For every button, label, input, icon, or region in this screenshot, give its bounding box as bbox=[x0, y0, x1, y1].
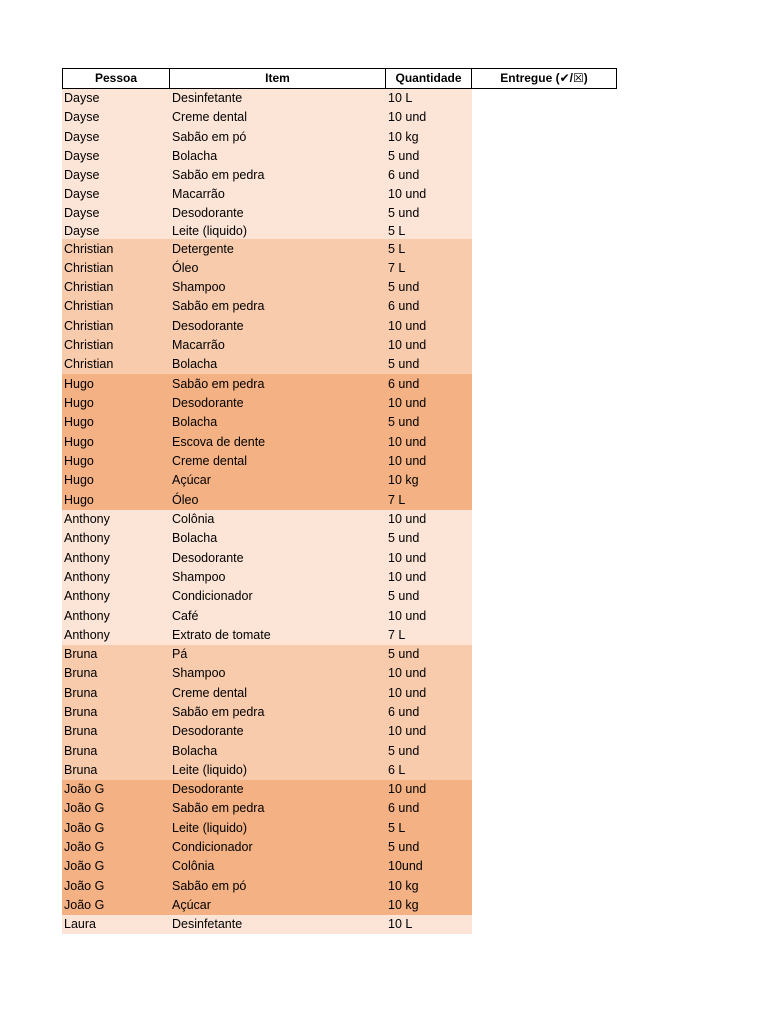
cell-pessoa[interactable]: Dayse bbox=[64, 168, 100, 182]
cell-pessoa[interactable]: Bruna bbox=[64, 686, 98, 700]
table-row bbox=[62, 857, 472, 876]
table-row bbox=[62, 297, 472, 316]
cell-pessoa[interactable]: Hugo bbox=[64, 493, 94, 507]
cell-pessoa[interactable]: Christian bbox=[64, 242, 114, 256]
cell-pessoa[interactable]: Christian bbox=[64, 357, 114, 371]
table-row bbox=[62, 471, 472, 490]
cell-pessoa[interactable]: Hugo bbox=[64, 377, 94, 391]
cell-item[interactable]: Condicionador bbox=[172, 589, 253, 603]
cell-quantidade[interactable]: 5 und bbox=[388, 744, 420, 758]
cell-quantidade[interactable]: 10 und bbox=[388, 551, 427, 565]
table-row bbox=[62, 915, 472, 934]
cell-item[interactable]: Sabão em pedra bbox=[172, 299, 265, 313]
table-row bbox=[62, 394, 472, 413]
cell-pessoa[interactable]: Bruna bbox=[64, 763, 98, 777]
cell-quantidade[interactable]: 5 und bbox=[388, 415, 420, 429]
table-row bbox=[62, 452, 472, 471]
cell-item[interactable]: Óleo bbox=[172, 493, 199, 507]
cell-quantidade[interactable]: 6 und bbox=[388, 168, 420, 182]
cell-item[interactable]: Desodorante bbox=[172, 319, 244, 333]
table-row bbox=[62, 259, 472, 278]
cell-item[interactable]: Creme dental bbox=[172, 686, 248, 700]
spreadsheet-table bbox=[62, 68, 617, 934]
cell-item[interactable]: Leite (liquido) bbox=[172, 224, 248, 238]
cell-item[interactable]: Desodorante bbox=[172, 206, 244, 220]
cell-item[interactable]: Desinfetante bbox=[172, 917, 243, 931]
cell-item[interactable]: Shampoo bbox=[172, 570, 226, 584]
cell-quantidade[interactable]: 5 L bbox=[388, 242, 406, 256]
cell-pessoa[interactable]: Dayse bbox=[64, 110, 100, 124]
cell-pessoa[interactable]: Anthony bbox=[64, 628, 110, 642]
table-row bbox=[62, 722, 472, 741]
cell-quantidade[interactable]: 10 und bbox=[388, 319, 427, 333]
cell-quantidade[interactable]: 5 L bbox=[388, 224, 406, 238]
cell-pessoa[interactable]: Dayse bbox=[64, 187, 100, 201]
table-row bbox=[62, 548, 472, 568]
cell-quantidade[interactable]: 5 und bbox=[388, 206, 420, 220]
table-row bbox=[62, 568, 472, 587]
cell-item[interactable]: Desinfetante bbox=[172, 91, 243, 105]
cell-quantidade[interactable]: 10 und bbox=[388, 782, 427, 796]
cell-pessoa[interactable]: João G bbox=[64, 840, 105, 854]
table-row bbox=[62, 683, 472, 703]
table-row bbox=[62, 896, 472, 915]
cell-item[interactable]: Desodorante bbox=[172, 551, 244, 565]
table-row bbox=[62, 108, 472, 127]
table-row bbox=[62, 529, 472, 548]
cell-quantidade[interactable]: 10 L bbox=[388, 91, 413, 105]
cell-pessoa[interactable]: Dayse bbox=[64, 130, 100, 144]
cell-item[interactable]: Bolacha bbox=[172, 357, 218, 371]
cell-item[interactable]: Desodorante bbox=[172, 782, 244, 796]
cell-quantidade[interactable]: 5 und bbox=[388, 280, 420, 294]
header-pessoa[interactable]: Pessoa bbox=[62, 68, 170, 89]
table-row bbox=[62, 761, 472, 780]
cell-pessoa[interactable]: Christian bbox=[64, 299, 114, 313]
cell-item[interactable]: Açúcar bbox=[172, 473, 211, 487]
cell-pessoa[interactable]: João G bbox=[64, 821, 105, 835]
cell-quantidade[interactable]: 10 L bbox=[388, 917, 413, 931]
cell-quantidade[interactable]: 5 und bbox=[388, 840, 420, 854]
cell-quantidade[interactable]: 10und bbox=[388, 859, 423, 873]
cell-pessoa[interactable]: Dayse bbox=[64, 91, 100, 105]
table-row bbox=[62, 239, 472, 259]
cell-pessoa[interactable]: Hugo bbox=[64, 454, 94, 468]
cell-pessoa[interactable]: Dayse bbox=[64, 206, 100, 220]
cell-quantidade[interactable]: 5 und bbox=[388, 531, 420, 545]
cell-quantidade[interactable]: 5 und bbox=[388, 589, 420, 603]
table-row bbox=[62, 89, 472, 108]
cell-pessoa[interactable]: Christian bbox=[64, 261, 114, 275]
cell-item[interactable]: Shampoo bbox=[172, 666, 226, 680]
table-row bbox=[62, 645, 472, 664]
table-row bbox=[62, 490, 472, 510]
cell-quantidade[interactable]: 10 und bbox=[388, 435, 427, 449]
cell-pessoa[interactable]: João G bbox=[64, 859, 105, 873]
table-row bbox=[62, 703, 472, 722]
cell-quantidade[interactable]: 5 L bbox=[388, 821, 406, 835]
table-row bbox=[62, 166, 472, 185]
table-row bbox=[62, 413, 472, 432]
header-entregue[interactable]: Entregue (✔/☒) bbox=[472, 68, 617, 89]
cell-pessoa[interactable]: João G bbox=[64, 879, 105, 893]
cell-item[interactable]: Bolacha bbox=[172, 415, 218, 429]
cell-item[interactable]: Leite (liquido) bbox=[172, 763, 248, 777]
cell-item[interactable]: Sabão em pedra bbox=[172, 168, 265, 182]
table-row bbox=[62, 838, 472, 857]
cell-pessoa[interactable]: Bruna bbox=[64, 666, 98, 680]
table-row bbox=[62, 223, 472, 239]
cell-item[interactable]: Sabão em pedra bbox=[172, 377, 265, 391]
header-item[interactable]: Item bbox=[170, 68, 386, 89]
cell-item[interactable]: Detergente bbox=[172, 242, 234, 256]
cell-item[interactable]: Sabão em pó bbox=[172, 130, 247, 144]
table-row bbox=[62, 626, 472, 645]
table-row bbox=[62, 664, 472, 683]
table-row bbox=[62, 510, 472, 529]
cell-pessoa[interactable]: Hugo bbox=[64, 435, 94, 449]
cell-quantidade[interactable]: 10 kg bbox=[388, 879, 419, 893]
cell-item[interactable]: Óleo bbox=[172, 261, 199, 275]
cell-quantidade[interactable]: 7 L bbox=[388, 628, 406, 642]
cell-quantidade[interactable]: 10 und bbox=[388, 570, 427, 584]
table-row bbox=[62, 374, 472, 394]
cell-pessoa[interactable]: Hugo bbox=[64, 396, 94, 410]
cell-quantidade[interactable]: 10 kg bbox=[388, 473, 419, 487]
table-row bbox=[62, 127, 472, 147]
cell-item[interactable]: Sabão em pó bbox=[172, 879, 247, 893]
table-row bbox=[62, 355, 472, 374]
cell-item[interactable]: Sabão em pedra bbox=[172, 705, 265, 719]
table-row bbox=[62, 204, 472, 223]
cell-pessoa[interactable]: Anthony bbox=[64, 551, 110, 565]
cell-pessoa[interactable]: Anthony bbox=[64, 512, 110, 526]
table-row bbox=[62, 799, 472, 818]
cell-pessoa[interactable]: Bruna bbox=[64, 724, 98, 738]
table-row bbox=[62, 741, 472, 761]
cell-quantidade[interactable]: 10 und bbox=[388, 110, 427, 124]
table-body bbox=[62, 89, 472, 934]
cell-item[interactable]: Açúcar bbox=[172, 898, 211, 912]
table-row bbox=[62, 336, 472, 355]
cell-quantidade[interactable]: 10 und bbox=[388, 454, 427, 468]
cell-pessoa[interactable]: Hugo bbox=[64, 473, 94, 487]
cell-quantidade[interactable]: 6 L bbox=[388, 763, 406, 777]
cell-item[interactable]: Creme dental bbox=[172, 454, 248, 468]
cell-quantidade[interactable]: 7 L bbox=[388, 261, 406, 275]
cell-quantidade[interactable]: 6 und bbox=[388, 377, 420, 391]
cell-pessoa[interactable]: Anthony bbox=[64, 589, 110, 603]
cell-pessoa[interactable]: Bruna bbox=[64, 744, 98, 758]
header-row bbox=[62, 68, 617, 89]
cell-item[interactable]: Creme dental bbox=[172, 110, 248, 124]
table-row bbox=[62, 432, 472, 452]
header-quantidade[interactable]: Quantidade bbox=[386, 68, 472, 89]
cell-pessoa[interactable]: Christian bbox=[64, 319, 114, 333]
cell-quantidade[interactable]: 10 kg bbox=[388, 898, 419, 912]
cell-item[interactable]: Leite (liquido) bbox=[172, 821, 248, 835]
cell-pessoa[interactable]: João G bbox=[64, 898, 105, 912]
cell-pessoa[interactable]: Dayse bbox=[64, 224, 100, 238]
cell-quantidade[interactable]: 10 und bbox=[388, 512, 427, 526]
cell-item[interactable]: Shampoo bbox=[172, 280, 226, 294]
cell-item[interactable]: Escova de dente bbox=[172, 435, 266, 449]
table-row bbox=[62, 876, 472, 896]
cell-quantidade[interactable]: 5 und bbox=[388, 357, 420, 371]
cell-pessoa[interactable]: Anthony bbox=[64, 531, 110, 545]
cell-quantidade[interactable]: 10 und bbox=[388, 338, 427, 352]
cell-quantidade[interactable]: 10 kg bbox=[388, 130, 419, 144]
cell-quantidade[interactable]: 10 und bbox=[388, 666, 427, 680]
cell-item[interactable]: Bolacha bbox=[172, 149, 218, 163]
cell-quantidade[interactable]: 5 und bbox=[388, 149, 420, 163]
cell-quantidade[interactable]: 10 und bbox=[388, 686, 427, 700]
cell-pessoa[interactable]: Laura bbox=[64, 917, 96, 931]
cell-item[interactable]: Macarrão bbox=[172, 187, 225, 201]
table-row bbox=[62, 316, 472, 336]
cell-item[interactable]: Desodorante bbox=[172, 396, 244, 410]
cell-quantidade[interactable]: 6 und bbox=[388, 299, 420, 313]
cell-item[interactable]: Colônia bbox=[172, 512, 215, 526]
cell-item[interactable]: Bolacha bbox=[172, 531, 218, 545]
cell-pessoa[interactable]: Christian bbox=[64, 280, 114, 294]
table-row bbox=[62, 278, 472, 297]
cell-quantidade[interactable]: 10 und bbox=[388, 724, 427, 738]
cell-item[interactable]: Macarrão bbox=[172, 338, 225, 352]
table-row bbox=[62, 606, 472, 626]
cell-pessoa[interactable]: Anthony bbox=[64, 570, 110, 584]
cell-quantidade[interactable]: 6 und bbox=[388, 705, 420, 719]
table-row bbox=[62, 780, 472, 799]
cell-pessoa[interactable]: Hugo bbox=[64, 415, 94, 429]
cell-pessoa[interactable]: João G bbox=[64, 801, 105, 815]
cell-pessoa[interactable]: João G bbox=[64, 782, 105, 796]
cell-quantidade[interactable]: 10 und bbox=[388, 396, 427, 410]
cell-item[interactable]: Pá bbox=[172, 647, 188, 661]
table-row bbox=[62, 185, 472, 204]
table-row bbox=[62, 818, 472, 838]
cell-pessoa[interactable]: Bruna bbox=[64, 647, 98, 661]
cell-quantidade[interactable]: 10 und bbox=[388, 187, 427, 201]
cell-pessoa[interactable]: Dayse bbox=[64, 149, 100, 163]
cell-item[interactable]: Desodorante bbox=[172, 724, 244, 738]
cell-quantidade[interactable]: 5 und bbox=[388, 647, 420, 661]
cell-pessoa[interactable]: Christian bbox=[64, 338, 114, 352]
cell-pessoa[interactable]: Anthony bbox=[64, 609, 110, 623]
cell-pessoa[interactable]: Bruna bbox=[64, 705, 98, 719]
table-row bbox=[62, 147, 472, 166]
cell-item[interactable]: Extrato de tomate bbox=[172, 628, 271, 642]
cell-quantidade[interactable]: 6 und bbox=[388, 801, 420, 815]
cell-quantidade[interactable]: 10 und bbox=[388, 609, 427, 623]
cell-item[interactable]: Condicionador bbox=[172, 840, 253, 854]
cell-quantidade[interactable]: 7 L bbox=[388, 493, 406, 507]
table-row bbox=[62, 587, 472, 606]
cell-item[interactable]: Sabão em pedra bbox=[172, 801, 265, 815]
cell-item[interactable]: Bolacha bbox=[172, 744, 218, 758]
cell-item[interactable]: Colônia bbox=[172, 859, 215, 873]
cell-item[interactable]: Café bbox=[172, 609, 199, 623]
